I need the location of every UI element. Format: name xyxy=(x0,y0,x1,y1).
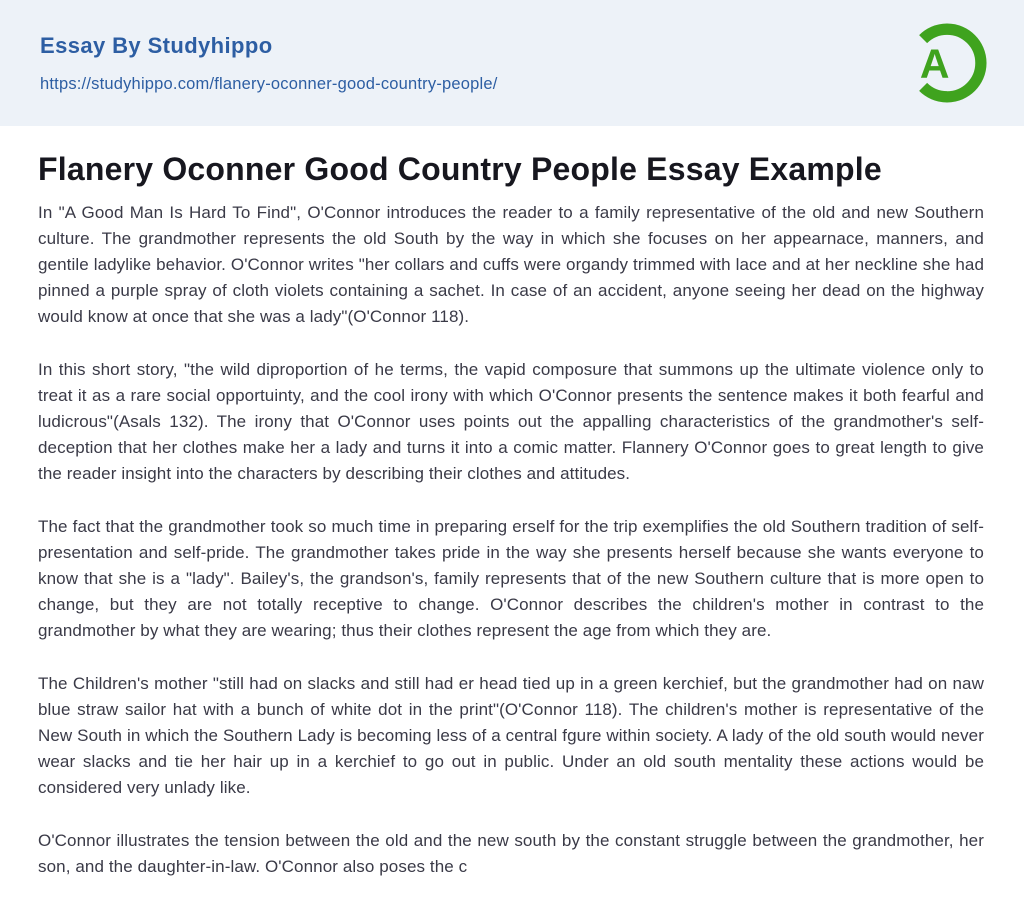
byline: Essay By Studyhippo xyxy=(40,32,273,58)
source-url-link[interactable]: https://studyhippo.com/flanery-oconner-good-country-people/ xyxy=(40,74,498,93)
essay-content xyxy=(0,126,1024,880)
essay-paragraph-4: The Children's mother "still had on slacks and still had er head tied up in a green kerchief, but the grandmother had on naw blue straw sailor hat with a bunch of white dot in the print"(O'Connor 118). The children's mother is representative of the New South in which the Southern Lady is becoming less of a central fgure within society. A lady of the old south would never wear slacks and tie her hair up in a kerchief to go out in public. Under an old south mentality these actions would be considered very unlady like. xyxy=(38,674,984,797)
essay-paragraph-2: In this short story, "the wild diproportion of he terms, the vapid composure that summons up the ultimate violence only to treat it as a rare social opportuinty, and the cool irony with which O'Connor presents the sentence makes it both fearful and ludicrous"(Asals 132). The irony that O'Connor uses points out the appalling characteristics of the grandmother's self-deception that her clothes make her a lady and turns it into a comic matter. Flannery O'Connor goes to great length to give the reader insight into the characters by describing their clothes and attitudes. xyxy=(38,360,984,483)
header-text-block xyxy=(40,33,498,94)
page-header xyxy=(0,0,1024,126)
essay-paragraph-3: The fact that the grandmother took so much time in preparing erself for the trip exemplifies the old Southern tradition of self-presentation and self-pride. The grandmother takes pride in the way she presents herself because she wants everyone to know that she is a "lady". Bailey's, the grandson's, family represents that of the new Southern culture that is more open to change, but they are not totally receptive to change. O'Connor describes the children's mother in contrast to the grandmother by what they are wearing; thus their clothes represent the age from which they are. xyxy=(38,517,984,640)
essay-paragraph-1: In "A Good Man Is Hard To Find", O'Connor introduces the reader to a family representative of the old and new Southern culture. The grandmother represents the old South by the way in which she focuses on her appearnace, manners, and gentile ladylike behavior. O'Connor writes "her collars and cuffs were organdy trimmed with lace and at her neckline she had pinned a purple spray of cloth violets containing a sachet. In case of an accident, anyone seeing her dead on the highway would know at once that she was a lady"(O'Connor 118). xyxy=(38,203,984,326)
essay-paragraph-5: O'Connor illustrates the tension between the old and the new south by the constant struggle between the grandmother, her son, and the daughter-in-law. O'Connor also poses the c xyxy=(38,831,984,876)
studyhippo-logo[interactable] xyxy=(906,22,988,104)
page-title: Flanery Oconner Good Country People Essay Example xyxy=(38,151,882,187)
logo-arc-icon xyxy=(906,22,988,104)
logo-letter: A xyxy=(919,40,950,87)
